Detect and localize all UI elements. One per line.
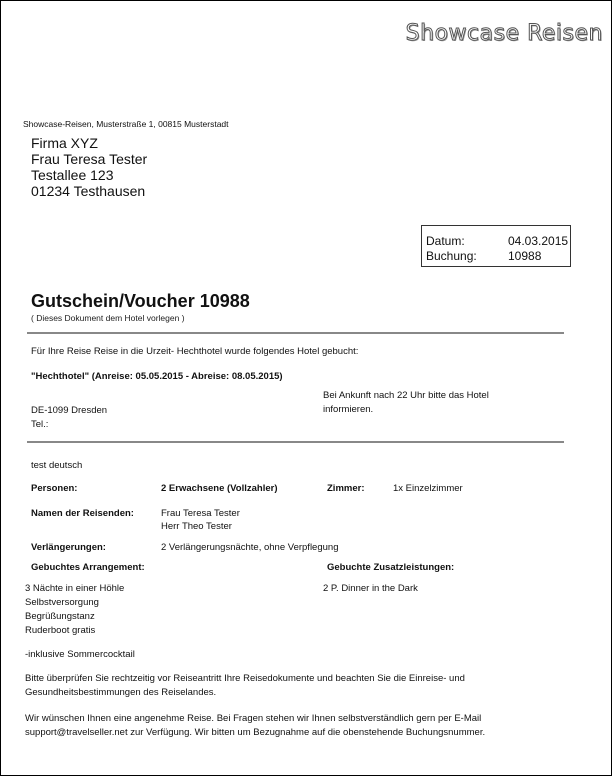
footer-contact-line: Wir wünschen Ihnen eine angenehme Reise. Bei Fragen stehen wir Ihnen selbstverständlich gern per E-Mail	[25, 713, 482, 724]
recipient-line: 01234 Testhausen	[31, 183, 146, 199]
extensions-value: 2 Verlängerungsnächte, ohne Verpflegung	[161, 542, 339, 553]
room-value: 1x Einzelzimmer	[393, 483, 463, 494]
footer-notice-line: Bitte überprüfen Sie rechtzeitig vor Reiseantritt Ihre Reisedokumente und beachten Sie die Einreise- und	[25, 673, 465, 684]
arrangement-item: Selbstversorgung	[25, 597, 99, 608]
traveler-name: Herr Theo Tester	[161, 521, 232, 532]
hotel-intro: Für Ihre Reise Reise in die Urzeit- Hechthotel wurde folgendes Hotel gebucht:	[31, 346, 359, 357]
travelers-label: Namen der Reisenden:	[31, 508, 134, 519]
page-subtitle: ( Dieses Dokument dem Hotel vorlegen )	[31, 313, 185, 323]
divider	[27, 441, 564, 443]
page-title: Gutschein/Voucher 10988	[31, 291, 250, 311]
footer-notice-line: Gesundheitsbestimmungen des Reiselandes.	[25, 687, 217, 698]
sender-address-line: Showcase-Reisen, Musterstraße 1, 00815 Musterstadt	[23, 119, 229, 129]
footer-contact-line: support@travelseller.net zur Verfügung. Wir bitten um Bezugnahme auf die obenstehende Buchungsnummer.	[25, 727, 486, 738]
arrangement-item: Ruderboot gratis	[25, 625, 96, 636]
booking-info-box	[421, 225, 571, 267]
extras-label: Gebuchte Zusatzleistungen:	[327, 562, 455, 573]
booking-label: Buchung:	[426, 249, 477, 263]
extras-item: 2 P. Dinner in the Dark	[323, 583, 418, 594]
hotel-arrival-note-1: Bei Ankunft nach 22 Uhr bitte das Hotel	[323, 390, 489, 401]
company-logo: Showcase Reisen	[405, 21, 603, 46]
extensions-label: Verlängerungen:	[31, 542, 106, 553]
persons-value: 2 Erwachsene (Vollzahler)	[161, 483, 278, 494]
recipient-line: Firma XYZ	[31, 135, 98, 151]
traveler-name: Frau Teresa Tester	[161, 508, 240, 519]
hotel-name-dates: "Hechthotel" (Anreise: 05.05.2015 - Abreise: 08.05.2015)	[31, 371, 283, 382]
hotel-phone: Tel.:	[31, 419, 49, 430]
divider	[27, 332, 564, 334]
persons-label: Personen:	[31, 483, 78, 494]
language-note: test deutsch	[31, 460, 83, 471]
arrangement-item: Begrüßungstanz	[25, 611, 95, 622]
recipient-line: Frau Teresa Tester	[31, 151, 148, 167]
room-label: Zimmer:	[327, 483, 365, 494]
date-value: 04.03.2015	[508, 234, 569, 248]
booking-number: 10988	[508, 249, 542, 263]
hotel-location: DE-1099 Dresden	[31, 405, 108, 416]
arrangement-item: 3 Nächte in einer Höhle	[25, 583, 125, 594]
date-label: Datum:	[426, 234, 465, 248]
hotel-arrival-note-2: informieren.	[323, 404, 374, 415]
recipient-line: Testallee 123	[31, 167, 114, 183]
arrangement-note: -inklusive Sommercocktail	[25, 649, 135, 660]
arrangement-label: Gebuchtes Arrangement:	[31, 562, 145, 573]
